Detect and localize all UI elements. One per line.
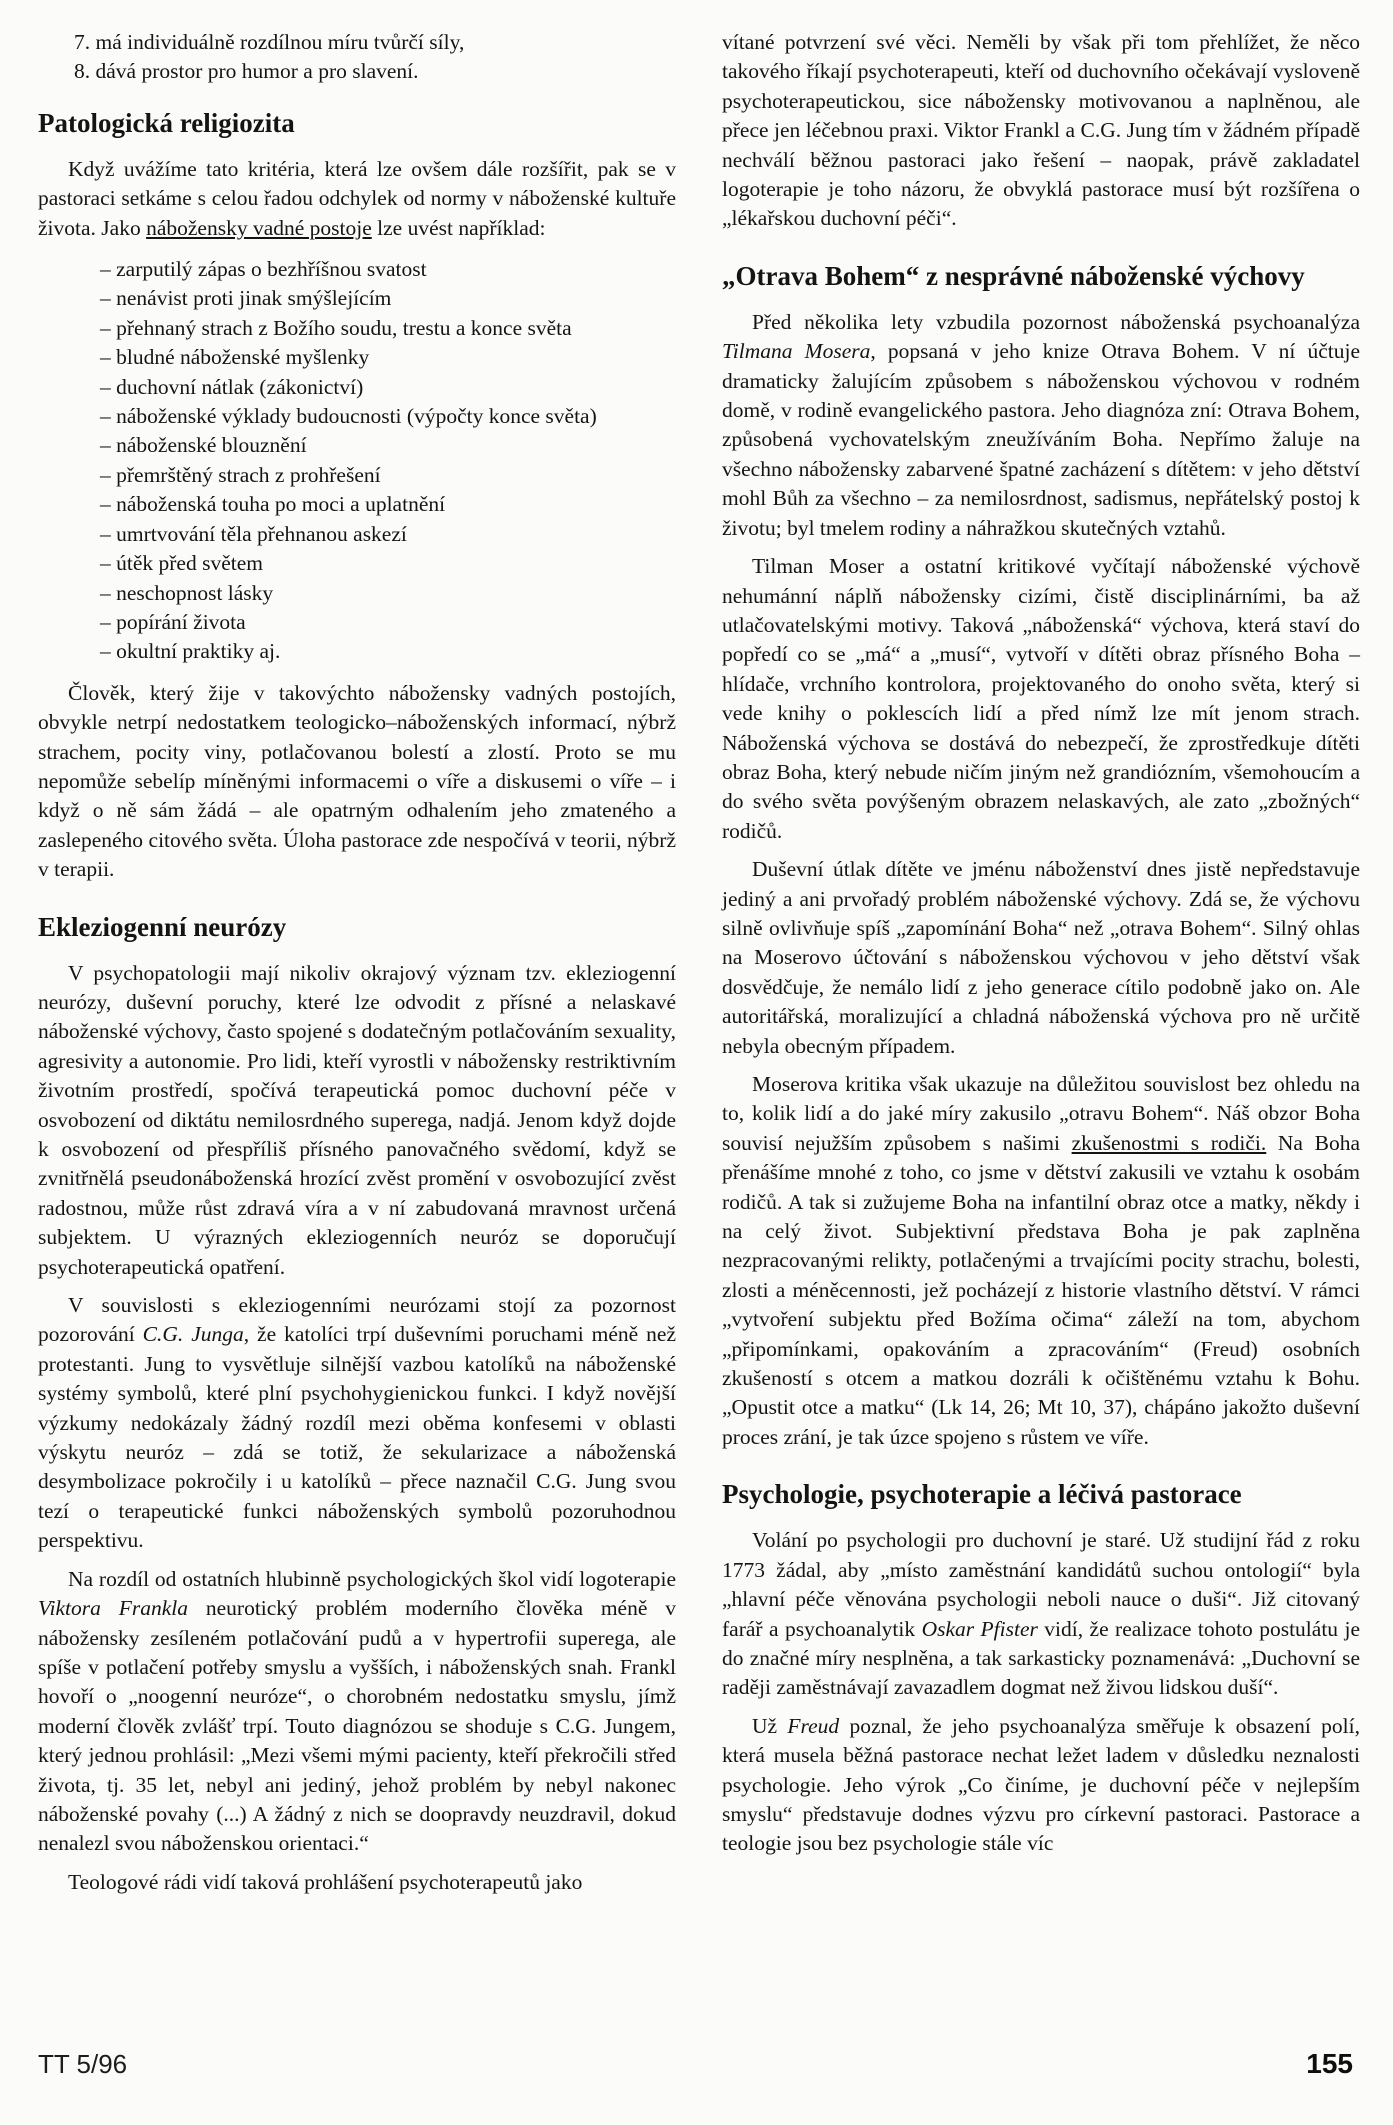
paragraph: Tilman Moser a ostatní kritikové vyčítají náboženské výchově nehumánní náplň nábožensky cizími, čistě disciplinárními, ba až utlačovatelskými motivy. Taková „náboženská“ výchova, která staví do popředí co se „má“ a „musí“, vytvoří v dítěti obraz přísného Boha – hlídače, vrchního kontrolora, projektovaného do onoho světa, který si vede knihy o poklescích lidí a před nímž lze mít jenom strach. Náboženská výchova se dostává do nebezpečí, že zprostředkuje dítěti obraz Boha, který nebude ničím jiným než grandiózním, všemohoucím a do svého světa povýšeným obrazem nelaskavých, ale zato „zbožných“ rodičů. — [722, 554, 1360, 843]
text-segment: Moserova kritika však ukazuje na důležitou souvislost bez ohledu na to, kolik lidí a do jaké míry zakusilo „otravu Bohem“. Náš obzor Boha souvisí nejužším způsobem s našimi — [722, 1072, 1360, 1155]
heading-patologicka-religiozita: Patologická religiozita — [38, 107, 295, 138]
list-item: – duchovní nátlak (zákonictví) — [100, 374, 364, 399]
paragraph — [722, 308, 1360, 543]
paragraph — [722, 1070, 1360, 1452]
continuation-paragraph: vítané potvrzení své věci. Neměli by však při tom přehlížet, že něco takového říkají psychoterapeuti, kteří od duchovního očekávají vysloveně psychoterapeutickou, sice nábožensky motivovanou a naplněnou, ale přece jen léčebnou praxi. Viktor Frankl a C.G. Jung tím v žádném případě nechválí běžnou pastoraci jako řešení – naopak, právě zakladatel logoterapie je toho názoru, že obvyklá pastorace musí být rozšířena o „lékařskou duchovní péči“. — [722, 30, 1360, 231]
list-item: – umrtvování těla přehnanou askezí — [100, 521, 407, 546]
underlined-phrase: zkušenostmi s rodiči. — [1071, 1130, 1267, 1155]
page-number: 155 — [1306, 2048, 1353, 2079]
italic-name: Tilmana Mosera — [722, 339, 871, 364]
heading-psychologie-psychoterapie: Psychologie, psychoterapie a léčivá pastorace — [722, 1479, 1242, 1510]
list-item: – nenávist proti jinak smýšlejícím — [100, 286, 392, 311]
paragraph — [722, 1526, 1360, 1702]
paragraph — [38, 1291, 676, 1556]
paragraph — [38, 155, 676, 243]
paragraph: V psychopatologii mají nikoliv okrajový význam tzv. ekleziogenní neurózy, duševní poruchy, které lze odvodit z přísné a nelaskavé náboženské výchovy, často spojené s dodatečným potlačováním sexuality, agresivity a autonomie. Pro lidi, kteří vyrostli v nábožensky restriktivním životním prostředí, spočívá terapeutická pomoc duchovní péče v osvobození od diktátu nemilosrdného superega, nadjá. Jenom když dojde k osvobození od přespříliš přísného panovačného svědomí, když se zvnitřnělá pseudonáboženská hrozící zvěst promění v osvobozující zvěst radostnou, může růst zdravá víra a v ní zabudovaná mravnost určená subjektem. U výrazných ekleziogenních neuróz se doporučují psychoterapeutická opatření. — [38, 960, 676, 1279]
list-item: – přehnaný strach z Božího soudu, trestu a konce světa — [100, 315, 572, 340]
text-segment: lze uvést například: — [371, 215, 546, 240]
text-segment: Už — [752, 1713, 788, 1738]
numbered-item: 7. má individuálně rozdílnou míru tvůrčí síly, — [74, 30, 465, 54]
dash-list — [100, 255, 676, 667]
list-item: – zarputilý zápas o bezhříšnou svatost — [100, 257, 427, 282]
text-segment: Před několika lety vzbudila pozornost náboženská psychoanalýza — [752, 309, 1360, 334]
italic-name: Freud — [787, 1713, 840, 1738]
list-item: – přemrštěný strach z prohřešení — [100, 462, 381, 487]
numbered-item: 8. dává prostor pro humor a pro slavení. — [74, 59, 419, 84]
text-segment: , že katolíci trpí duševními poruchami méně než protestanti. Jung to vysvětluje silnější vazbou katolíků na náboženské systémy symbolů, které plní psychohygienickou funkci. I když novější výzkumy nedokázaly žádný rozdíl mezi oběma konfesemi v oblasti výskytu neuróz – zdá se totiž, že sekularizace a náboženská desymbolizace pokročily i u katolíků – přece naznačil C.G. Jung svou tezí o terapeutické funkci náboženských symbolů pozoruhodnou perspektivu. — [38, 1322, 676, 1553]
text-segment: poznal, že jeho psychoanalýza směřuje k obsazení polí, která musela běžná pastorace nechat ležet ladem v důsledku neznalosti psychologie. Jeho výrok „Co činíme, je duchovní péče v nejlepším smyslu“ představuje dodnes výzvu pro církevní pastoraci. Pastorace a teologie jsou bez psychologie stále víc — [722, 1713, 1360, 1856]
list-item: – útěk před světem — [100, 551, 263, 576]
text-segment: Na Boha přenášíme mnohé z toho, co jsme v dětství zakusili ve vztahu k osobám rodičů. A tak si zužujeme Boha na infantilní obraz otce a matky, někdy i na celý život. Subjektivní představa Boha je pak zaplněna nezpracovanými relikty, potlačenými a trvajícími pocity strachu, bolesti, zlosti a méněcennosti, jež pocházejí z historie vlastního dětství. V rámci „vytvoření subjektu před Božíma očima“ záleží na tom, abychom „připomínkami, opakováním a zpracováním“ (Freud) osobních zkušeností s otcem a matkou dozráli k očištěnému vztahu k Bohu. „Opustit otce a matku“ (Lk 14, 26; Mt 10, 37), chápáno jakožto duševní proces zrání, je tak úzce spojeno s růstem ve víře. — [722, 1130, 1360, 1449]
list-item: – náboženské blouznění — [100, 433, 307, 458]
list-item: – náboženské výklady budoucnosti (výpočty konce světa) — [100, 404, 597, 429]
italic-name: Oskar Pfister — [921, 1616, 1038, 1641]
journal-issue-label: TT 5/96 — [38, 2049, 128, 2079]
heading-otrava-bohem: „Otrava Bohem“ z nesprávné náboženské výchovy — [722, 260, 1305, 291]
text-segment: Na rozdíl od ostatních hlubinně psychologických škol vidí logoterapie — [68, 1566, 676, 1591]
paragraph: Teologové rádi vidí taková prohlášení psychoterapeutů jako — [68, 1869, 583, 1894]
underlined-phrase: nábožensky vadné postoje — [146, 215, 372, 240]
list-item: – bludné náboženské myšlenky — [100, 345, 370, 370]
numbered-criteria-list — [74, 28, 676, 87]
page-footer — [38, 2048, 1353, 2080]
text-segment: Volání po psychologii pro duchovní je staré. Už studijní řád z roku 1773 žádal, aby „místo zaměstnání kandidátů suchou ontologií“ byla „hlavní péče věnována psychologii neboli nauce o duši“. Již citovaný farář a psychoanalytik — [722, 1528, 1360, 1641]
text-segment: V souvislosti s ekleziogenními neurózami stojí za pozornost pozorování — [38, 1293, 676, 1347]
text-segment: neurotický problém moderního člověka méně v nábožensky zesíleném potlačování pudů a v hypertrofii superega, ale spíše v potlačení potřeby smyslu a vyšších, i náboženských snah. Frankl hovoří o „noogenní neuróze“, o chorobném nedostatku smyslu, jímž moderní člověk zvlášť trpí. Touto diagnózou se shoduje s C.G. Jungem, který jednou prohlásil: „Mezi všemi mými pacienty, kteří překročili střed života, tj. 35 let, nebyl ani jediný, jehož problém by nebyl nakonec náboženské povahy (...) A žádný z nich se doopravdy neuzdravil, dokud nenalezl svou náboženskou orientaci.“ — [38, 1596, 676, 1856]
left-column — [38, 28, 676, 1906]
list-item: – okultní praktiky aj. — [100, 639, 281, 664]
paragraph — [722, 1712, 1360, 1859]
paragraph: Člověk, který žije v takovýchto nábožensky vadných postojích, obvykle netrpí nedostatkem teologicko–náboženských informací, nýbrž strachem, pocity viny, potlačovanou bolestí a zlostí. Proto se mu nepomůže sebelíp míněnými informacemi o víře a diskusemi o víře – i když o ně sám žádá – ale opatrným odhalením jeho zmateného a zaslepeného citového světa. Úloha pastorace zde nespočívá v teorii, nýbrž v terapii. — [38, 680, 676, 882]
list-item: – neschopnost lásky — [100, 580, 274, 605]
italic-name: Viktora Frankla — [38, 1596, 189, 1621]
two-column-text — [38, 28, 1360, 1906]
paragraph — [38, 1565, 676, 1859]
text-segment: Když uvážíme tato kritéria, která lze ovšem dále rozšířit, pak se v pastoraci setkáme s celou řadou odchylek od normy v náboženské kultuře života. Jako — [38, 156, 676, 240]
text-segment: , popsaná v jeho knize Otrava Bohem. V ní účtuje dramaticky žalujícím způsobem s náboženskou výchovou v rodném domě, v rodině evangelického pastora. Jeho diagnóza zní: Otrava Bohem, způsobená vychovatelským zneužíváním Boha. Nepřímo žaluje na všechno nábožensky zabarvené špatné zacházení s dítětem: v jeho dětství mohl Bůh za všechno – za nemilosrdnost, sadismus, nepřátelský postoj k životu; byl tmelem rodiny a náhražkou skutečných vztahů. — [722, 339, 1360, 540]
list-item: – náboženská touha po moci a uplatnění — [100, 492, 446, 517]
text-segment: vidí, že realizace tohoto postulátu je do značné míry nesplněna, a tak sarkasticky poznamenává: „Duchovní se raději zaměstnávají zavazadlem dogmat než živou lidskou duší“. — [722, 1616, 1360, 1700]
italic-name: C.G. Junga — [142, 1322, 244, 1347]
list-item: – popírání života — [100, 609, 246, 634]
paragraph: Duševní útlak dítěte ve jménu náboženství dnes jistě nepředstavuje jediný a ani prvořadý problém náboženské výchovy. Zdá se, že výchovu silně ovlivňuje spíš „zapomínání Boha“ než „otrava Bohem“. Silný ohlas na Moserovo účtování s náboženskou výchovou v jeho dětství však dosvědčuje, že nemálo lidí z jeho generace cítilo podobně jako on. Ale autoritářská, moralizující a chladná náboženská výchova pro ně určitě nebyla obecným případem. — [722, 857, 1360, 1058]
right-column — [722, 28, 1360, 1906]
heading-ekleziogenni-neurozy: Ekleziogenní neurózy — [38, 911, 287, 942]
